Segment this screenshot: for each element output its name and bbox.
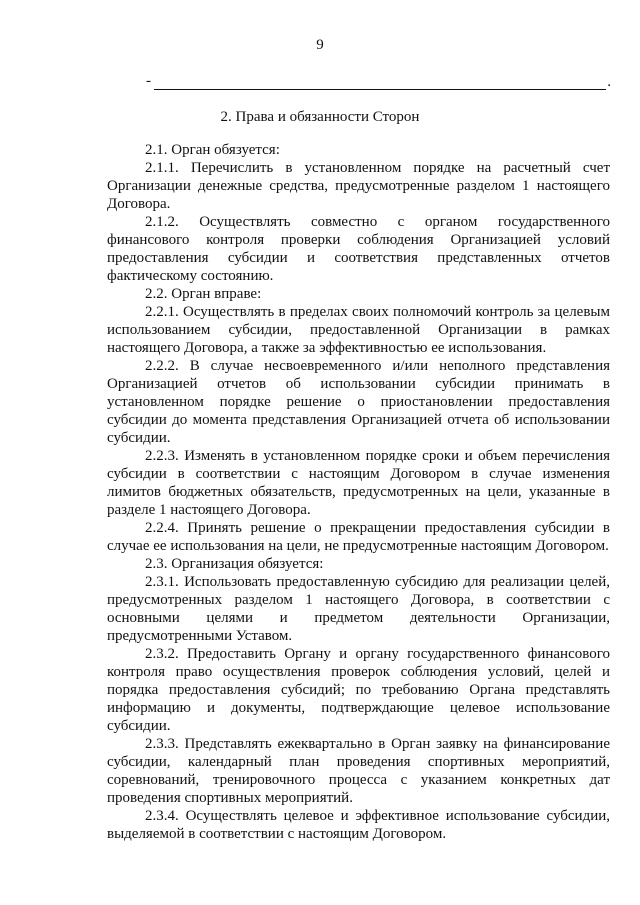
paragraph-2-2: 2.2. Орган вправе: [145,286,262,302]
paragraph-2-3-3: 2.3.3. Представлять ежеквартально в Орган заявку на финансирование субсидии, календарный план проведения спортивных мероприятий, соревнований, тренировочного процесса с указанием конкретных дат проведения спортивных мероприятий. [107,736,610,806]
paragraph-2-3: 2.3. Организация обязуется: [145,556,324,572]
paragraph-2-1-2: 2.1.2. Осуществлять совместно с органом государственного финансового контроля проверки соблюдения Организацией условий предоставления субсидии и соответствия представленных отчетов фактическому состоянию. [107,214,610,284]
blank-fill-line [146,73,611,90]
paragraph-2-1: 2.1. Орган обязуется: [145,142,280,158]
paragraph-2-3-4: 2.3.4. Осуществлять целевое и эффективное использование субсидии, выделяемой в соответствии с настоящим Договором. [107,808,610,842]
paragraph-2-3-2: 2.3.2. Предоставить Органу и органу государственного финансового контроля право осуществления проверок соблюдения условий, целей и порядка предоставления субсидий; по требованию Органа представлять информацию и документы, подтверждающие целевое использование субсидии. [107,646,610,734]
page-number: 9 [316,37,324,53]
paragraph-2-2-2: 2.2.2. В случае несвоевременного и/или неполного представления Организацией отчетов об использовании субсидии принимать в установленном порядке решение о приостановлении предоставления субсидии до момента представления Организацией отчета об использовании субсидии. [107,358,610,446]
underline-rule [154,89,606,90]
paragraph-2-1-1: 2.1.1. Перечислить в установленном порядке на расчетный счет Организации денежные средства, предусмотренные разделом 1 настоящего Договора. [107,160,610,212]
line-dash: - [146,73,151,89]
document-body [107,141,610,843]
paragraph-2-2-1: 2.2.1. Осуществлять в пределах своих полномочий контроль за целевым использованием субсидии, предоставленной Организации в рамках настоящего Договора, а также за эффективностью ее использования. [107,304,610,356]
section-title: 2. Права и обязанности Сторон [220,109,420,125]
paragraph-2-3-1: 2.3.1. Использовать предоставленную субсидию для реализации целей, предусмотренных разделом 1 настоящего Договора, в соответствии с основными целями и предметом деятельности Организации, предусмотренными Уставом. [107,574,610,644]
paragraph-2-2-3: 2.2.3. Изменять в установленном порядке сроки и объем перечисления субсидии в соответствии с настоящим Договором в случае изменения лимитов бюджетных обязательств, предусмотренных на цели, указанные в разделе 1 настоящего Договора. [107,448,610,518]
line-end-period: . [607,74,611,90]
paragraph-2-2-4: 2.2.4. Принять решение о прекращении предоставления субсидии в случае ее использования на цели, не предусмотренные настоящим Договором. [107,520,610,554]
